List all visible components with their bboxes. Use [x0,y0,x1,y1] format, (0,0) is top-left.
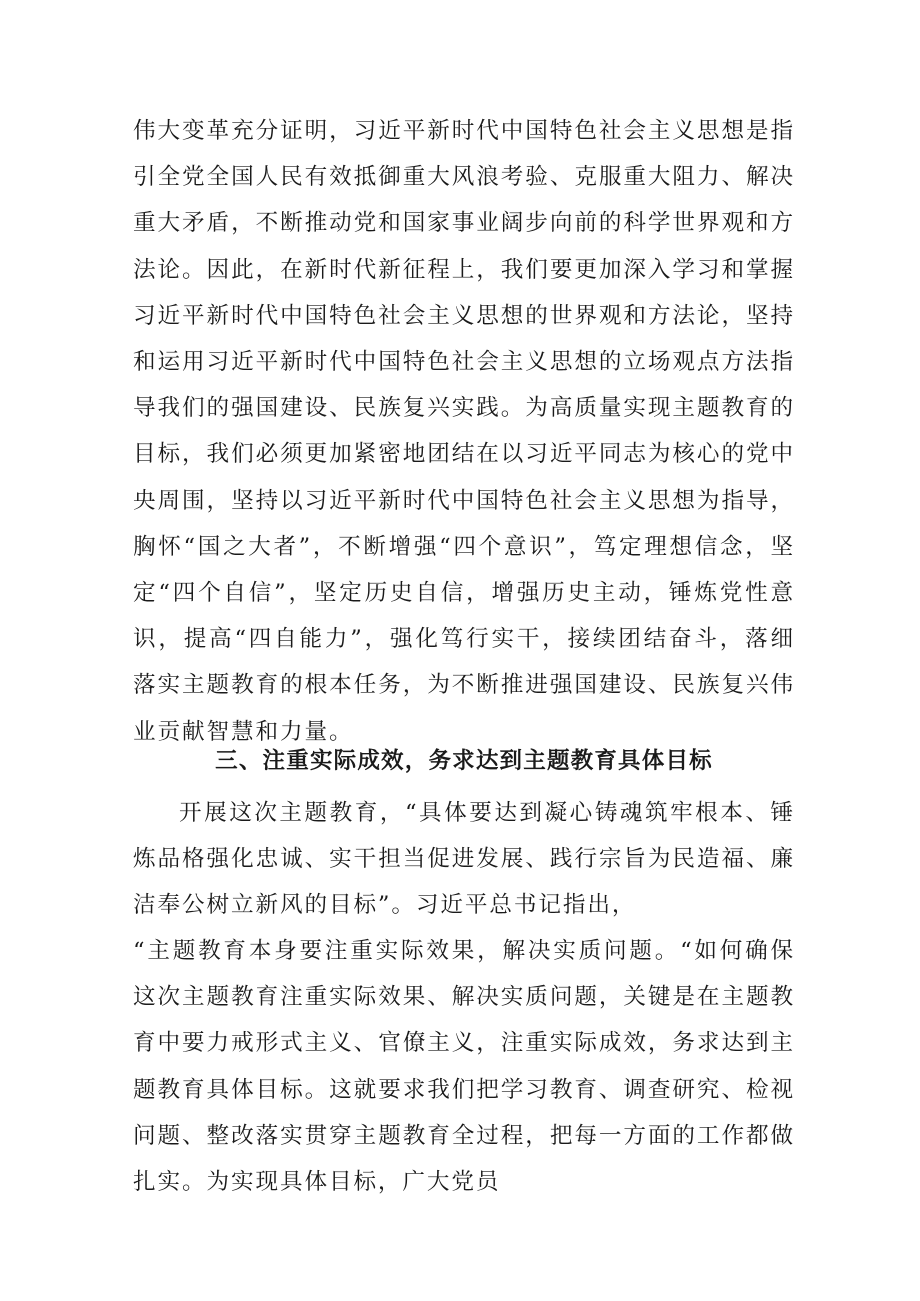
body-paragraph: 伟大变革充分证明，习近平新时代中国特色社会主义思想是指引全党全国人民有效抵御重大风浪考验、克服重大阻力、解决重大矛盾，不断推动党和国家事业阔步向前的科学世界观和方法论。因此，在新时代新征程上，我们要更加深入学习和掌握习近平新时代中国特色社会主义思想的世界观和方法论，坚持和运用习近平新时代中国特色社会主义思想的立场观点方法指导我们的强国建设、民族复兴实践。为高质量实现主题教育的目标，我们必须更加紧密地团结在以习近平同志为核心的党中央周围，坚持以习近平新时代中国特色社会主义思想为指导，胸怀“国之大者”，不断增强“四个意识”，笃定理想信念，坚定“四个自信”，坚定历史自信，增强历史主动，锤炼党性意识，提高“四自能力”，强化笃行实干，接续团结奋斗，落细落实主题教育的根本任务，为不断推进强国建设、民族复兴伟业贡献智慧和力量。 [133,118,795,745]
body-paragraph: 开展这次主题教育，“具体要达到凝心铸魂筑牢根本、锤炼品格强化忠诚、实干担当促进发展、践行宗旨为民造福、廉洁奉公树立新风的目标”。习近平总书记指出， [133,800,795,919]
body-paragraph: “主题教育本身要注重实际效果，解决实质问题。“如何确保这次主题教育注重实际效果、解决实质问题，关键是在主题教育中要力戒形式主义、官僚主义，注重实际成效，务求达到主题教育具体目标。这就要求我们把学习教育、调查研究、检视问题、整改落实贯穿主题教育全过程，把每一方面的工作都做扎实。为实现具体目标，广大党员 [133,938,795,1196]
section-heading: 三、注重实际成效，务求达到主题教育具体目标 [215,748,713,774]
